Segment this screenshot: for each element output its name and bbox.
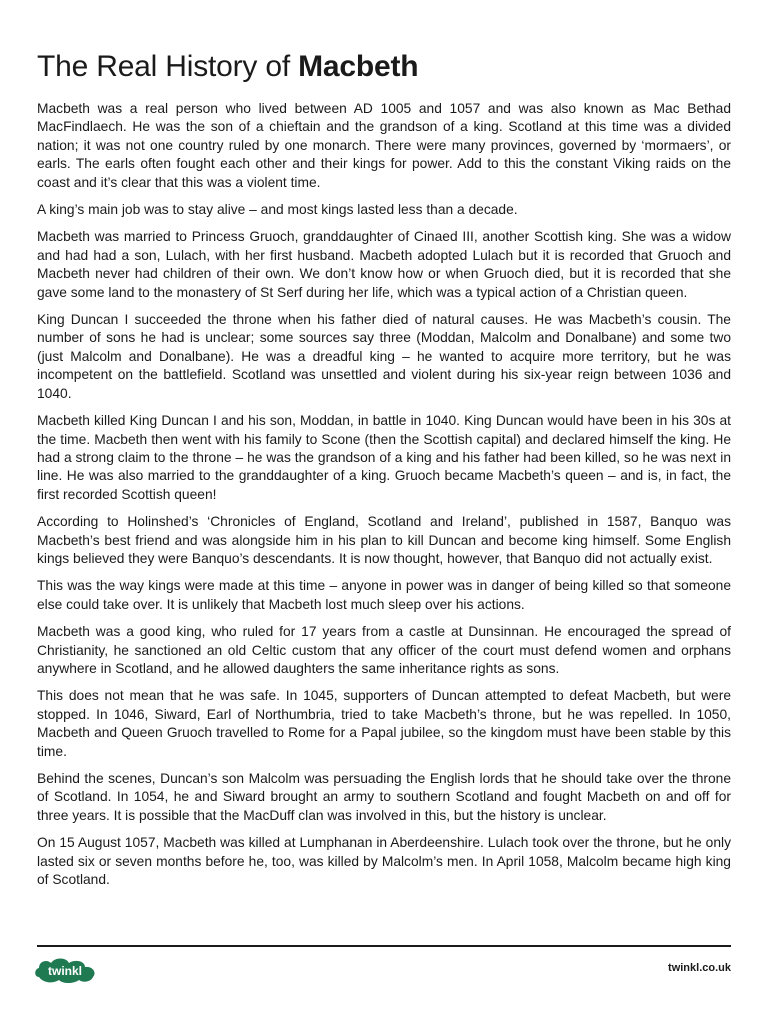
paragraph: Macbeth was a good king, who ruled for 17 years from a castle at Dunsinnan. He encouraged the spread of Christianity, he sanctioned an old Celtic custom that any officer of the court must defend women and orphans anywhere in Scotland, and he allowed daughters the same inheritance rights as sons.: [37, 624, 731, 676]
title-prefix: The Real History of: [37, 50, 299, 83]
paragraph: According to Holinshed’s ‘Chronicles of England, Scotland and Ireland’, published in 1587, Banquo was Macbeth’s best friend and was alongside him in his plan to kill Duncan and become king himself. Some English kings believed they were Banquo’s descendants. It is now thought, however, that Banquo did not actually exist.: [37, 514, 731, 566]
paragraph: Macbeth was married to Princess Gruoch, granddaughter of Cinaed III, another Scottish king. She was a widow and had had a son, Lulach, with her first husband. Macbeth adopted Lulach but it is recorded that Gruoch and Macbeth never had children of their own. We don’t know how or when Gruoch died, but it is recorded that she gave some land to the monastery of St Serf during her life, which was a typical action of a Christian queen.: [37, 229, 731, 300]
website-link[interactable]: twinkl.co.uk: [668, 962, 731, 974]
paragraph: King Duncan I succeeded the throne when his father died of natural causes. He was Macbeth’s cousin. The number of sons he had is unclear; some sources say three (Moddan, Malcolm and Donalbane) and some two (just Malcolm and Donalbane). He was a dreadful king – he wanted to acquire more territory, but he was incompetent on the battlefield. Scotland was unsettled and violent during his six-year reign between 1036 and 1040.: [37, 312, 731, 401]
document-page: [37, 46, 731, 898]
paragraph: A king’s main job was to stay alive – and most kings lasted less than a decade.: [37, 202, 518, 218]
paragraph: This does not mean that he was safe. In 1045, supporters of Duncan attempted to defeat Macbeth, but were stopped. In 1046, Siward, Earl of Northumbria, tried to take Macbeth’s throne, but he was repelled. In 1050, Macbeth and Queen Gruoch travelled to Rome for a Papal jubilee, so the kingdom must have been stable by this time.: [37, 688, 731, 759]
document-body: [37, 100, 731, 889]
paragraph: Macbeth killed King Duncan I and his son, Moddan, in battle in 1040. King Duncan would have been in his 30s at the time. Macbeth then went with his family to Scone (then the Scottish capital) and declared himself the king. He had a strong claim to the throne – he was the grandson of a king and his father had been killed, so he was next in line. He was also married to the granddaughter of a king. Gruoch became Macbeth’s queen – and is, in fact, the first recorded Scottish queen!: [37, 413, 731, 502]
paragraph: On 15 August 1057, Macbeth was killed at Lumphanan in Aberdeenshire. Lulach took over the throne, but he only lasted six or seven months before he, too, was killed by Malcolm’s men. In April 1058, Malcolm became high king of Scotland.: [37, 835, 731, 888]
title-bold: Macbeth: [298, 50, 419, 83]
twinkl-logo: [33, 955, 99, 985]
paragraph: This was the way kings were made at this time – anyone in power was in danger of being killed so that someone else could take over. It is unlikely that Macbeth lost much sleep over his actions.: [37, 578, 731, 612]
paragraph: Behind the scenes, Duncan’s son Malcolm was persuading the English lords that he should take over the throne of Scotland. In 1054, he and Siward brought an army to southern Scotland and fought Macbeth on and off for three years. It is possible that the MacDuff clan was involved in this, but the history is unclear.: [37, 771, 731, 823]
page-title: [37, 46, 731, 88]
logo-text: twinkl: [47, 964, 83, 978]
paragraph: Macbeth was a real person who lived between AD 1005 and 1057 and was also known as Mac Bethad MacFindlaech. He was the son of a chieftain and the grandson of a king. Scotland at this time was a divided nation; it was not one country ruled by one monarch. There were many provinces, governed by ‘mormaers’, or earls. The earls often fought each other and their kings for power. Add to this the constant Viking raids on the coast and it’s clear that this was a violent time.: [37, 101, 731, 190]
footer-divider: [37, 945, 731, 947]
